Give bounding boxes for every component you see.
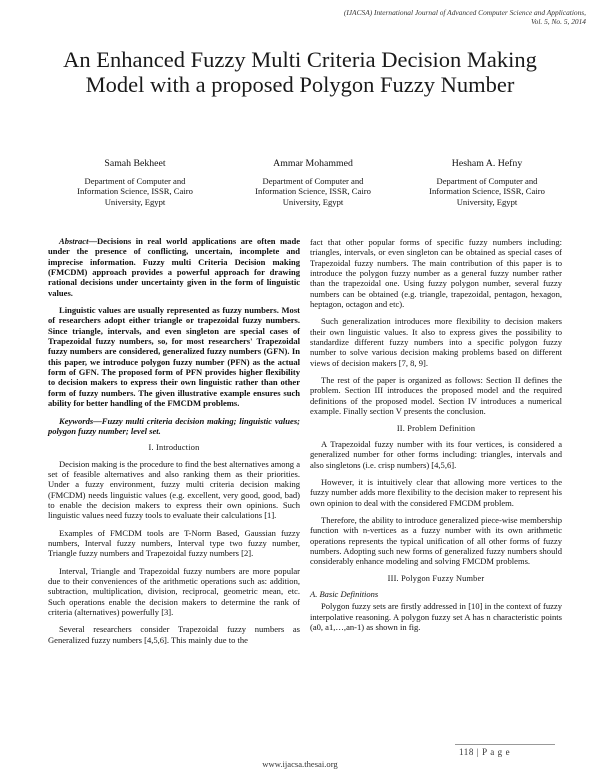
author-affiliation-line: University, Egypt: [104, 196, 166, 207]
body-paragraph: Polygon fuzzy sets are firstly addressed in [10] in the context of fuzzy interpolative reasoning. A polygon fuzzy set A has n characteristic points (a0, a1,…,an-1) as shown in fig.: [310, 601, 562, 632]
author-2: [228, 158, 398, 207]
body-paragraph: Decision making is the procedure to find the best alternatives among a set of feasible alternatives and also ranking them as their priorities. Under a fuzzy environment, fuzzy multi criteria decision making (FMCDM) needs linguistic values (e.g. excellent, very good, good, bad) to enable the decision makers to express their own opinions. Such linguistic values need fuzzy tools to evaluate their calculations [1].: [48, 458, 300, 521]
author-affiliation-line: Department of Computer and: [436, 176, 538, 186]
footer-divider: [455, 744, 555, 745]
page-number: 118 | P a g e: [459, 747, 511, 757]
body-paragraph: Such generalization introduces more flexibility to decision makers their own linguistic values. It also to express gives the possibility to standardize different fuzzy numbers into a specific polygon fuzzy number to solve various decision making problems based on different views of decision makers [7, 8, 9].: [310, 316, 562, 368]
author-name: Hesham A. Hefny: [451, 158, 523, 169]
journal-url: www.ijacsa.thesai.org: [262, 759, 338, 769]
author-3: [402, 158, 572, 207]
keywords-paragraph: [48, 416, 300, 437]
author-1: [50, 158, 220, 207]
section-heading-introduction: I. Introduction: [148, 443, 200, 453]
body-paragraph: Examples of FMCDM tools are T-Norm Based, Gaussian fuzzy numbers, Interval fuzzy numbers, Interval type two fuzzy number, Triangle fuzzy numbers and Trapezoidal fuzzy numbers [2].: [48, 527, 300, 559]
keywords-text: —Fuzzy multi criteria decision making; linguistic values; polygon fuzzy number; level set.: [48, 415, 300, 436]
body-paragraph: Several researchers consider Trapezoidal fuzzy numbers as Generalized fuzzy numbers [4,5,6]. This mainly due to the: [48, 624, 300, 645]
journal-volume: Vol. 5, No. 5, 2014: [530, 17, 586, 27]
body-paragraph: However, it is intuitively clear that allowing more vertices to the fuzzy number adds more flexibility to the decision maker to represent his own opinion to deal with the considered FMCDM problem.: [310, 476, 562, 508]
body-paragraph: Therefore, the ability to introduce generalized piece-wise membership function with n-vertices as a fuzzy number with its own arithmetic operations represents the typical unification of all other forms of fuzzy numbers. Adopting such new forms of generalized fuzzy numbers should considerably enhance modeling and solving FMCDM problems.: [310, 514, 562, 567]
subsection-heading: A. Basic Definitions: [310, 588, 379, 599]
keywords-label: Keywords: [59, 415, 94, 426]
author-affiliation-line: University, Egypt: [456, 196, 518, 207]
abstract-paragraph: [48, 236, 300, 298]
section-heading-polygon-fuzzy-number: III. Polygon Fuzzy Number: [387, 573, 485, 583]
abstract-label: Abstract: [59, 236, 89, 246]
left-column: [48, 236, 300, 652]
body-paragraph: fact that other popular forms of specific fuzzy numbers including: triangles, intervals, or even singleton can be obtained as special cases of Trapezoidal fuzzy numbers. The main contribution of this paper is to introduce the polygon fuzzy number as a general fuzzy number rather than the trapezoidal one. Using fuzzy polygon number, several fuzzy numbers can be obtained (e.g. triangle, trapezoidal, pentagon, hexagon, heptagon, octagon and etc).: [310, 237, 562, 310]
section-heading-problem-definition: II. Problem Definition: [396, 423, 476, 433]
author-name: Ammar Mohammed: [273, 158, 353, 169]
journal-header: [256, 8, 586, 26]
author-affiliation-line: Information Science, ISSR, Cairo: [255, 186, 371, 197]
body-paragraph: The rest of the paper is organized as follows: Section II defines the problem. Section III introduces the proposed model and the required definitions of the proposed model. Section IV introduces a numerical example. Finally section V presents the conclusion.: [310, 375, 562, 417]
journal-name: (IJACSA) International Journal of Advanced Computer Science and Applications,: [343, 8, 586, 17]
author-affiliation-line: Department of Computer and: [262, 176, 364, 186]
author-affiliation-line: University, Egypt: [282, 196, 344, 207]
author-affiliation-line: Information Science, ISSR, Cairo: [77, 186, 193, 197]
abstract-text: —Decisions in real world applications are often made under the presence of conflicting, uncertain, incomplete and imprecise information. Fuzzy multi Criteria Decision making (FMCDM) approach provides a powerful approach for drawing rational decisions under uncertainty given in the form of linguistic values.: [48, 236, 300, 298]
author-name: Samah Bekheet: [104, 158, 166, 169]
body-paragraph: A Trapezoidal fuzzy number with its four vertices, is considered a generalized number for other forms including: triangles, intervals and also singletons (i.e. crisp numbers) [4,5,6].: [310, 438, 562, 470]
author-affiliation-line: Department of Computer and: [84, 176, 186, 186]
right-column: [310, 237, 562, 639]
paper-title: An Enhanced Fuzzy Multi Criteria Decision Making Model with a proposed Polygon Fuzzy Number: [63, 47, 537, 97]
body-paragraph: Interval, Triangle and Trapezoidal fuzzy numbers are more popular due to their conveniences of the arithmetic operations such as: addition, subtraction, multiplication, division, reciprocal, geometric mean, etc. Such operations enable the decision makers to determine the rank of criteria (alternatives) powerfully [3].: [48, 565, 300, 617]
abstract-paragraph-2: Linguistic values are usually represented as fuzzy numbers. Most of researchers adopt either triangle or trapezoidal fuzzy numbers. Since triangle, intervals, and even singleton are special cases of Trapezoidal fuzzy numbers, so, for most researchers' Trapezoidal fuzzy numbers are considered, generalized fuzzy numbers (GFN). In this paper, we introduce polygon fuzzy number (PFN) as the actual form of GFN. The proposed form of PFN provides higher flexibility to decision makers to express their own linguistic rather than other form of fuzzy numbers. The given illustrative example ensures such ability for better handling of the FMCDM problems.: [48, 305, 300, 409]
author-affiliation-line: Information Science, ISSR, Cairo: [429, 186, 545, 197]
